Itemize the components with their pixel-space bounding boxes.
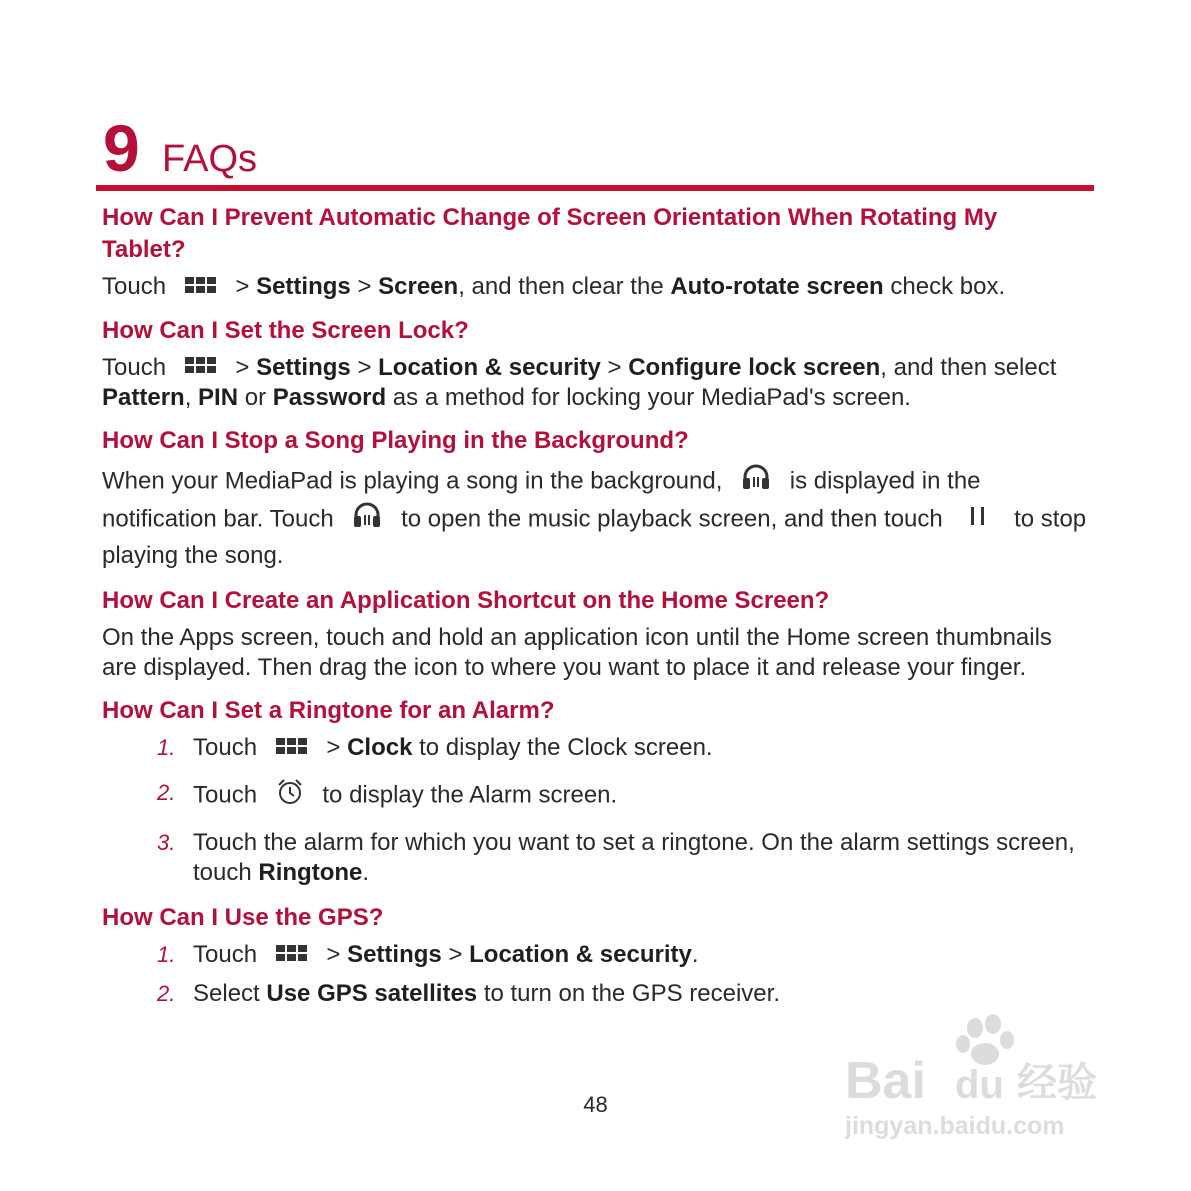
faq-stop-song	[102, 425, 1087, 573]
text-song-3: to open the music playback screen, and then touch	[401, 505, 943, 533]
list-item	[157, 979, 1087, 1009]
faq-content	[102, 202, 1087, 1023]
text-use-gps: Use GPS satellites	[266, 979, 478, 1007]
chapter-title: FAQs	[162, 138, 258, 180]
apps-grid-icon	[185, 353, 217, 383]
faq-alarm-ringtone	[102, 695, 1087, 888]
faq-screen-lock	[102, 315, 1087, 414]
text-password: Password	[272, 384, 387, 412]
text-touch: Touch	[193, 940, 258, 968]
list-number: 1.	[157, 941, 176, 967]
text-touch: Touch	[193, 781, 258, 809]
text-gt: >	[357, 353, 372, 381]
text-gps-rest: to turn on the GPS receiver.	[483, 979, 780, 1007]
text-check-box: check box.	[890, 273, 1006, 300]
text-pin: PIN	[198, 384, 239, 412]
headphones-icon	[352, 501, 382, 539]
text-comma: ,	[184, 384, 192, 412]
numbered-list	[157, 940, 1087, 1009]
text-gt: >	[235, 273, 250, 300]
list-item	[157, 778, 1087, 814]
apps-grid-icon	[276, 734, 308, 764]
text-screen: Screen	[378, 273, 459, 300]
section-heading: How Can I Set the Screen Lock?	[102, 316, 469, 344]
text-then-select: , and then select	[880, 353, 1057, 381]
text-song-2: is displayed in the notification bar. Touch	[102, 467, 981, 533]
text-location-security: Location & security	[378, 353, 601, 381]
faq-screen-orientation	[102, 202, 1087, 303]
list-number: 3.	[157, 829, 176, 855]
numbered-list	[157, 733, 1087, 888]
list-item	[157, 828, 1087, 888]
chapter-number: 9	[103, 111, 140, 185]
section-heading: How Can I Create an Application Shortcut on the Home Screen?	[102, 587, 830, 615]
watermark-url: jingyan.baidu.com	[845, 1112, 1065, 1140]
page-number: 48	[583, 1092, 608, 1117]
text-gt: >	[235, 353, 250, 381]
pause-icon	[969, 503, 987, 537]
text-gt: >	[448, 940, 463, 968]
text-touch-the: Touch the alarm for which you want to set a ringtone. On the alarm settings screen, touch	[193, 828, 1075, 886]
text-settings: Settings	[256, 273, 351, 300]
text-configure-lock: Configure lock screen	[628, 353, 881, 381]
section-heading: How Can I Prevent Automatic Change of Screen Orientation When Rotating My Tablet?	[102, 204, 998, 263]
baidu-watermark	[845, 1010, 1125, 1150]
text-as-method: as a method for locking your MediaPad's screen.	[392, 384, 911, 412]
apps-grid-icon	[185, 273, 217, 303]
section-heading: How Can I Set a Ringtone for an Alarm?	[102, 697, 555, 725]
section-body	[102, 353, 1087, 414]
alarm-clock-icon	[276, 778, 304, 814]
section-body	[102, 463, 1087, 573]
list-number: 2.	[157, 980, 176, 1006]
text-song-4: to stop playing the song.	[102, 505, 1087, 570]
watermark-brand: Bai	[845, 1052, 926, 1110]
list-item	[157, 733, 1087, 764]
text-select: Select	[193, 979, 260, 1007]
text-then-clear: , and then clear the	[458, 273, 664, 300]
apps-grid-icon	[276, 941, 308, 971]
text-auto-rotate: Auto-rotate screen	[670, 273, 884, 300]
text-ringtone: Ringtone	[258, 858, 363, 886]
list-item	[157, 940, 1087, 971]
text-settings: Settings	[347, 940, 442, 968]
section-heading: How Can I Use the GPS?	[102, 903, 384, 931]
headphones-icon	[741, 463, 771, 501]
text-period: .	[691, 940, 699, 968]
section-body: On the Apps screen, touch and hold an application icon until the Home screen thumbnails are displayed. Then drag the icon to where you want to place it and release your finger.	[102, 624, 1052, 682]
watermark-cn: 经验	[1017, 1060, 1097, 1106]
text-touch: Touch	[193, 734, 258, 762]
faq-gps	[102, 902, 1087, 1009]
text-gt: >	[326, 940, 341, 968]
text-touch: Touch	[102, 273, 167, 300]
text-touch: Touch	[102, 353, 167, 381]
list-number: 1.	[157, 735, 176, 761]
text-clock-rest: to display the Clock screen.	[419, 734, 713, 762]
section-heading: How Can I Stop a Song Playing in the Background?	[102, 427, 689, 455]
text-period: .	[362, 858, 370, 886]
text-pattern: Pattern	[102, 384, 185, 412]
watermark-brand-2: du	[955, 1063, 1004, 1107]
text-settings: Settings	[256, 353, 351, 381]
text-location-security: Location & security	[469, 940, 692, 968]
list-number: 2.	[157, 779, 176, 805]
text-gt: >	[607, 353, 622, 381]
faq-app-shortcut	[102, 585, 1087, 683]
section-body	[102, 272, 1087, 303]
text-alarm-rest: to display the Alarm screen.	[322, 781, 618, 809]
text-gt: >	[326, 734, 341, 762]
text-song-1: When your MediaPad is playing a song in the background,	[102, 467, 723, 495]
text-clock: Clock	[347, 734, 413, 762]
chapter-divider	[96, 185, 1094, 191]
text-gt: >	[357, 273, 372, 300]
text-or: or	[244, 384, 267, 412]
